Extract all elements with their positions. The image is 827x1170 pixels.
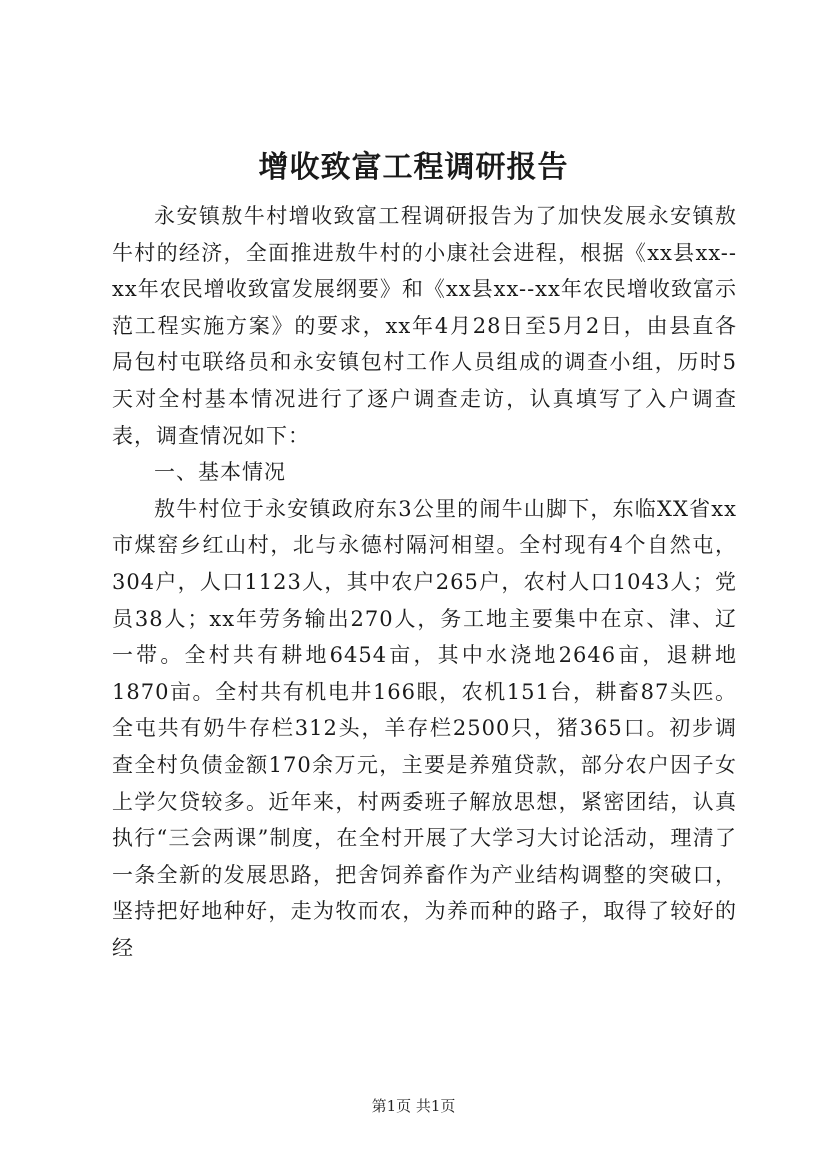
paragraph-intro: 永安镇敖牛村增收致富工程调研报告为了加快发展永安镇敖牛村的经济，全面推进敖牛村的小康社会进程，根据《xx县xx--xx年农民增收致富发展纲要》和《xx县xx--xx年农民增收致富示范工程实施方案》的要求，xx年4月28日至5月2日，由县直各局包村屯联络员和永安镇包村工作人员组成的调查小组，历时5天对全村基本情况进行了逐户调查走访，认真填写了入户调查表，调查情况如下： <box>112 204 737 448</box>
page-number-footer: 第1页 共1页 <box>371 1097 456 1115</box>
document-body <box>112 198 737 966</box>
document-title: 增收致富工程调研报告 <box>258 150 569 185</box>
paragraph-basic-info: 敖牛村位于永安镇政府东3公里的闹牛山脚下，东临XX省xx市煤窑乡红山村，北与永德村隔河相望。全村现有4个自然屯，304户，人口1123人，其中农户265户，农村人口1043人；党员38人；xx年劳务输出270人，务工地主要集中在京、津、辽一带。全村共有耕地6454亩，其中水浇地2646亩，退耕地1870亩。全村共有机电井166眼，农机151台，耕畜87头匹。全屯共有奶牛存栏312头，羊存栏2500只，猪365口。初步调查全村负债金额170余万元，主要是养殖贷款，部分农户因子女上学欠贷较多。近年来，村两委班子解放思想，紧密团结，认真执行“三会两课”制度，在全村开展了大学习大讨论活动，理清了一条全新的发展思路，把舍饲养畜作为产业结构调整的突破口，坚持把好地种好，走为牧而农，为养而种的路子，取得了较好的经 <box>112 496 737 960</box>
section-heading-basic-info: 一、基本情况 <box>154 460 286 485</box>
